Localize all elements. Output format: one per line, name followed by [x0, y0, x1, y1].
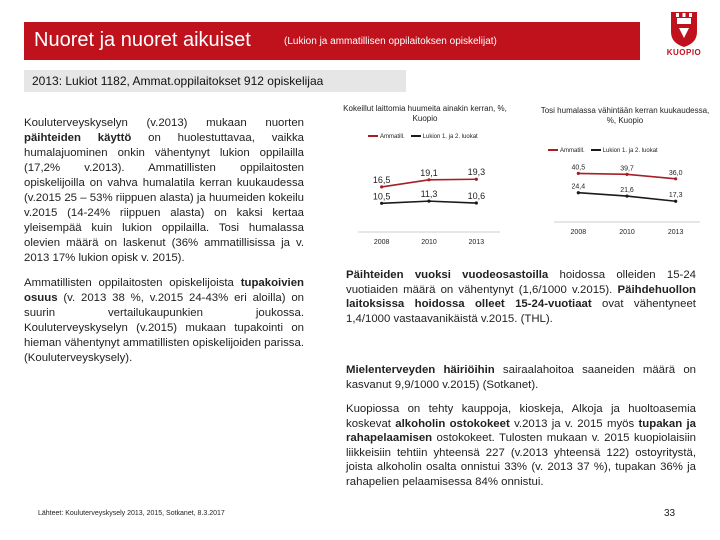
- right-p1-bold-c: Päihdehuollon laitoksissa hoidossa olleet 15-24-vuotiaat: [346, 283, 696, 310]
- header: [0, 0, 720, 74]
- right-p3-text-c: v.2013 ja v. 2015 myös: [509, 417, 639, 430]
- right-p1-bold-a: Päihteiden vuoksi vuodeosastoilla: [346, 269, 549, 281]
- chart-drunk-title: Tosi humalassa vähintään kerran kuukaudessa, %, Kuopio: [540, 106, 710, 125]
- data-point: [577, 191, 580, 194]
- left-column: [24, 116, 304, 376]
- x-tick-label: 2008: [570, 229, 587, 236]
- data-point: [625, 194, 628, 197]
- data-point: [380, 202, 383, 205]
- left-paragraph-1: [24, 116, 304, 266]
- data-point: [577, 172, 580, 175]
- title-bar: [24, 22, 640, 60]
- page-number: 33: [664, 508, 676, 519]
- data-label: 10,6: [467, 191, 486, 202]
- x-tick-label: 2008: [373, 239, 390, 246]
- data-point: [475, 201, 478, 204]
- right-p3-text-a: Kuopiossa on tehty kauppoja, kioskeja, Alkoja ja huoltoasemia koskevat: [346, 403, 696, 430]
- data-point: [427, 178, 430, 181]
- x-tick-label: 2010: [619, 229, 635, 236]
- chart-drunk-plot: [540, 158, 710, 242]
- left-p2-bold: tupakoivien osuus: [24, 277, 304, 304]
- data-point: [674, 177, 677, 180]
- left-paragraph-2: [24, 276, 304, 366]
- data-label: 36,0: [668, 169, 683, 177]
- kuopio-crest-icon: [669, 10, 699, 48]
- stats-band-text: 2013: Lukiot 1182, Ammat.oppilaitokset 912 opiskelijaa: [32, 74, 324, 88]
- left-p2-text-a: Ammatillisten oppilaitosten opiskelijoista: [24, 277, 241, 289]
- data-label: 40,5: [571, 164, 586, 172]
- data-label: 21,6: [620, 187, 634, 195]
- data-point: [475, 178, 478, 181]
- stats-band: [24, 70, 406, 92]
- sources-note: Lähteet: Kouluterveyskysely 2013, 2015, Sotkanet, 8.3.2017: [38, 510, 225, 517]
- chart-drugs-legend: [368, 134, 478, 140]
- chart-drunk-legend: [548, 148, 658, 154]
- chart-drunk: [540, 106, 710, 241]
- data-label: 11,3: [420, 189, 438, 200]
- data-label: 17,3: [668, 192, 683, 200]
- data-point: [674, 200, 677, 203]
- data-label: 10,5: [372, 191, 391, 202]
- chart-drugs-plot: [340, 146, 510, 254]
- right-p3-bold-b: alkoholin ostokokeet: [395, 417, 510, 430]
- x-tick-label: 2013: [468, 239, 485, 246]
- kuopio-logo: [656, 10, 712, 66]
- x-tick-label: 2010: [421, 239, 437, 246]
- left-p1-bold: päihteiden käyttö: [24, 132, 132, 144]
- data-label: 16,5: [372, 174, 391, 185]
- x-tick-label: 2013: [667, 229, 684, 236]
- data-label: 24,4: [571, 183, 586, 191]
- right-p3-bold-d: tupakan ja rahapelaamisen: [346, 417, 696, 444]
- data-label: 19,3: [467, 167, 486, 178]
- page-title: Nuoret ja nuoret aikuiset: [34, 29, 251, 51]
- chart-drugs: [340, 104, 510, 254]
- logo-text: KUOPIO: [666, 48, 702, 57]
- left-p2-text-c: (v. 2013 38 %, v.2015 24-43% eri aloilla) on suurin vertailukaupunkien joukossa. Kouluterveyskyselyn (v.2015) mukaan tupakointi on hieman vähentynyt ammatillisten opiskelijoiden parissa. (Kouluterveyskysely).: [24, 292, 304, 364]
- right-p2-bold-a: Mielenterveyden häiriöihin: [346, 364, 495, 376]
- right-paragraph-3: [346, 402, 696, 489]
- legend-item: Lukion 1. ja 2. luokat: [411, 134, 478, 140]
- right-p1-text-d: ovat vähentyneet 1,4/1000 vastaavanikäistä v.2015. (THL).: [346, 298, 696, 325]
- chart-drugs-title: Kokeillut laittomia huumeita ainakin kerran, %, Kuopio: [343, 104, 507, 123]
- legend-item: Ammatill.: [548, 148, 585, 154]
- right-p3-text-e: ostokokeet. Tulosten mukaan v. 2015 kuopiolaisiin liikkeisiin tehtiin yhteensä 227 (v.2013 yhteensä 122) ostoyritystä, joista alkoholin osalta onnistui 33% (v. 2013 37 %), tupakan 36% ja rahapelien pelaamisessa 84% onnistui.: [346, 432, 696, 488]
- data-point: [625, 173, 628, 176]
- data-label: 39,7: [620, 165, 634, 173]
- right-p2-text-b: sairaalahoitoa saaneiden määrä on kasvanut 9,9/1000 v.2015) (Sotkanet).: [346, 364, 696, 391]
- right-paragraph-1: [346, 268, 696, 326]
- legend-item: Ammatill.: [368, 134, 405, 140]
- legend-item: Lukion 1. ja 2. luokat: [591, 148, 658, 154]
- data-label: 19,1: [420, 167, 438, 178]
- data-point: [427, 200, 430, 203]
- data-point: [380, 185, 383, 188]
- right-paragraph-2: [346, 363, 696, 392]
- page-subtitle: (Lukion ja ammatillisen oppilaitoksen opiskelijat): [284, 36, 497, 47]
- left-p1-text-c: on huolestuttavaa, vaikka humalajuominen onkin vähentynyt lukion oppilailla (17,2% v.2013). Ammatillisten oppilaitosten opiskelijoilla on vahva humalatila kerran kuukaudessa (v.2015 25 – 53% riippuen alasta) ja huumeiden kokeilu v.2015 (14-24% riippuen alasta) on kaksi kertaa yleisempää kuin lukion oppilailla. Tosi humalassa olevien määrä on laskenut (36% ammatillisissa ja v. 2013 17% lukion opisk v. 2015).: [24, 132, 304, 264]
- right-p1-text-b: hoidossa olleiden 15-24 vuotiaiden määrä on vähentynyt (1,6/1000 v.2015).: [346, 269, 696, 296]
- left-p1-text-a: Kouluterveyskyselyn (v.2013) mukaan nuorten: [24, 117, 304, 129]
